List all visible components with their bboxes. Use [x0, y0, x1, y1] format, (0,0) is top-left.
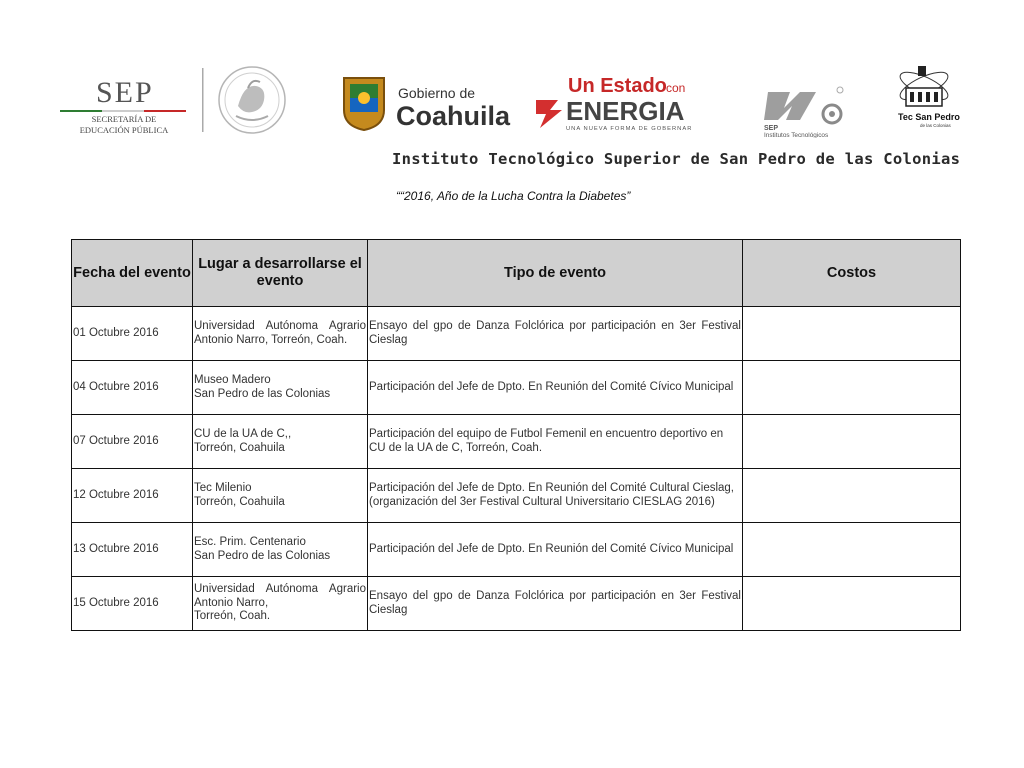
cell-lugar: Museo Madero San Pedro de las Colonias	[193, 361, 368, 415]
cell-lugar: Universidad Autónoma Agrario Antonio Narro, Torreón, Coah.	[193, 307, 368, 361]
cell-tipo: Participación del Jefe de Dpto. En Reunión del Comité Cívico Municipal	[368, 523, 743, 577]
cell-costos	[743, 307, 961, 361]
cell-lugar: Universidad Autónoma Agrario Antonio Narro, Torreón, Coah.	[193, 577, 368, 631]
column-header-tipo: Tipo de evento	[368, 240, 743, 307]
column-header-costos: Costos	[743, 240, 961, 307]
cell-tipo: Participación del equipo de Futbol Femenil en encuentro deportivo en CU de la UA de C, Torreón, Coah.	[368, 415, 743, 469]
svg-text:Coahuila: Coahuila	[396, 101, 511, 131]
cell-costos	[743, 361, 961, 415]
svg-text:Un Estado: Un Estado	[568, 75, 667, 97]
svg-text:SEP: SEP	[96, 76, 154, 109]
cell-fecha: 12 Octubre 2016	[72, 469, 193, 523]
svg-text:Institutos Tecnológicos: Institutos Tecnológicos	[764, 132, 829, 138]
column-header-fecha: Fecha del evento	[72, 240, 193, 307]
cell-tipo: Ensayo del gpo de Danza Folclórica por participación en 3er Festival Cieslag	[368, 577, 743, 631]
table-row	[72, 307, 961, 361]
svg-text:de las Colonias: de las Colonias	[920, 123, 951, 128]
sep-logo	[56, 62, 206, 138]
svg-text:Tec San Pedro: Tec San Pedro	[898, 112, 960, 122]
cell-costos	[743, 577, 961, 631]
table-row	[72, 415, 961, 469]
column-header-lugar: Lugar a desarrollarse el evento	[193, 240, 368, 307]
cell-tipo: Participación del Jefe de Dpto. En Reunión del Comité Cultural Cieslag, (organización del 3er Festival Cultural Universitario CIESLAG 2016)	[368, 469, 743, 523]
svg-text:ENERGIA: ENERGIA	[566, 96, 685, 126]
cell-costos	[743, 415, 961, 469]
mexico-coat-of-arms-logo	[212, 62, 292, 138]
cell-fecha: 13 Octubre 2016	[72, 523, 193, 577]
cell-fecha: 07 Octubre 2016	[72, 415, 193, 469]
cell-lugar: Tec Milenio Torreón, Coahuila	[193, 469, 368, 523]
cell-tipo: Ensayo del gpo de Danza Folclórica por participación en 3er Festival Cieslag	[368, 307, 743, 361]
cell-costos	[743, 523, 961, 577]
cell-fecha: 04 Octubre 2016	[72, 361, 193, 415]
cell-lugar: Esc. Prim. Centenario San Pedro de las Colonias	[193, 523, 368, 577]
table-row	[72, 577, 961, 631]
svg-text:con: con	[666, 81, 686, 95]
institute-title: Instituto Tecnológico Superior de San Pedro de las Colonias	[392, 150, 961, 168]
gobierno-coahuila-logo	[338, 70, 520, 134]
svg-text:SEP: SEP	[764, 125, 779, 132]
tec-san-pedro-logo	[894, 62, 960, 134]
cell-fecha: 01 Octubre 2016	[72, 307, 193, 361]
svg-text:Gobierno de: Gobierno de	[398, 85, 476, 101]
sep-institutos-tecnologicos-logo	[760, 72, 852, 138]
svg-text:UNA NUEVA FORMA DE GOBERNAR: UNA NUEVA FORMA DE GOBERNAR	[566, 126, 693, 132]
cell-costos	[743, 469, 961, 523]
svg-text:EDUCACIÓN PÚBLICA: EDUCACIÓN PÚBLICA	[79, 125, 169, 135]
estado-con-energia-logo	[532, 70, 704, 134]
cell-tipo: Participación del Jefe de Dpto. En Reunión del Comité Cívico Municipal	[368, 361, 743, 415]
events-table	[71, 239, 961, 631]
cell-lugar: CU de la UA de C,, Torreón, Coahuila	[193, 415, 368, 469]
cell-fecha: 15 Octubre 2016	[72, 577, 193, 631]
table-row	[72, 469, 961, 523]
table-header-row	[72, 240, 961, 307]
table-row	[72, 523, 961, 577]
table-row	[72, 361, 961, 415]
year-motto: ““2016, Año de la Lucha Contra la Diabetes”	[396, 189, 631, 203]
svg-text:SECRETARÍA DE: SECRETARÍA DE	[91, 114, 157, 124]
